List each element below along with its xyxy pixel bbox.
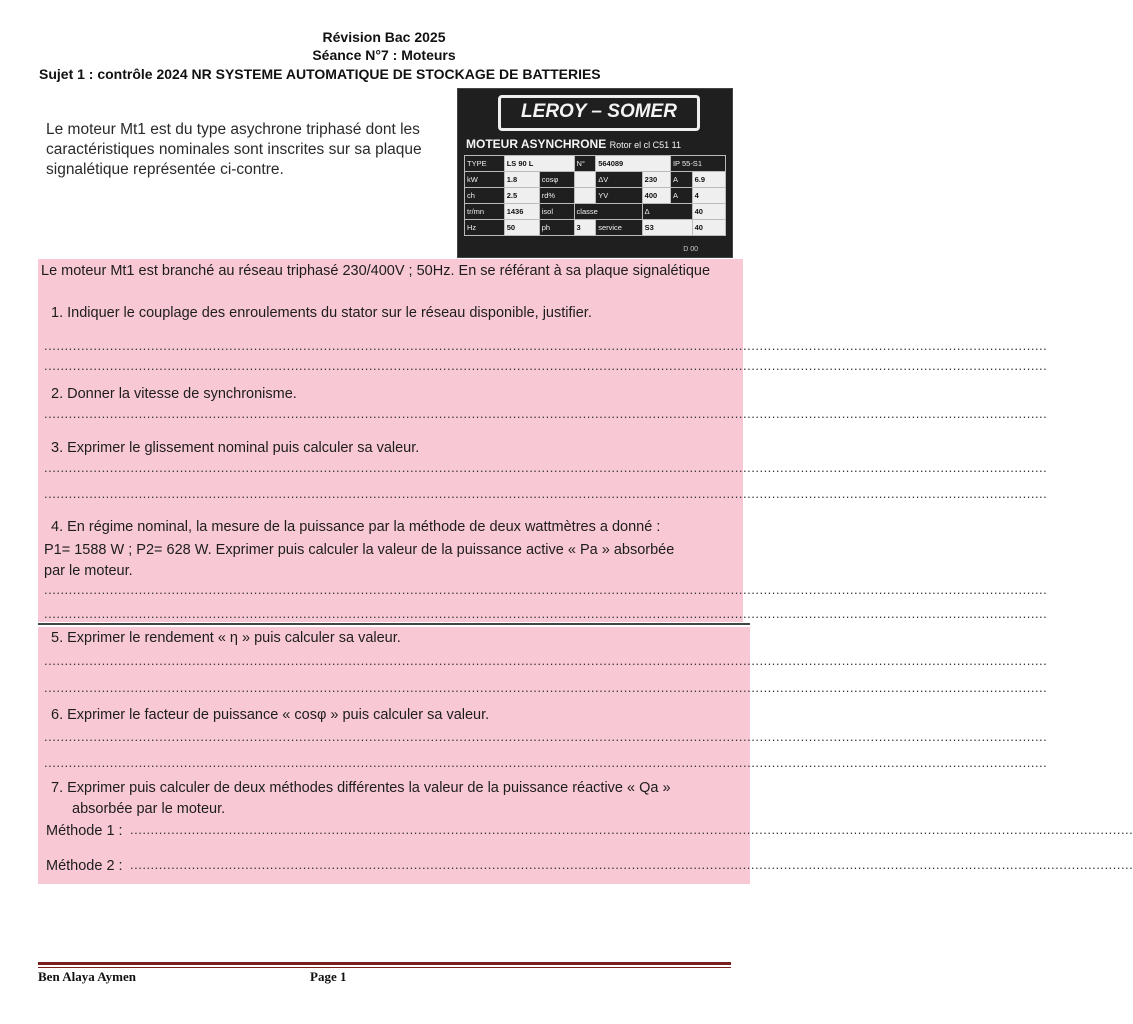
nameplate-cell: A [670, 188, 692, 204]
nameplate-model-text: MOTEUR ASYNCHRONE [466, 137, 607, 151]
context-text: Le moteur Mt1 est branché au réseau triphasé 230/400V ; 50Hz. En se référant à sa plaque signalétique [41, 263, 711, 279]
nameplate-cell: A [670, 172, 692, 188]
question-6: 6. Exprimer le facteur de puissance « cosφ » puis calculer sa valeur. [51, 707, 490, 723]
method-2-label: Méthode 2 : [46, 858, 123, 874]
nameplate-cell: S3 [642, 220, 692, 236]
answer-line[interactable]: .................................................................................................................................................................................................................................................... [130, 822, 1133, 837]
nameplate-brand: LEROY – SOMER [498, 95, 700, 131]
nameplate-cell: 400 [642, 188, 670, 204]
answer-line[interactable]: .................................................................................................................................................................................................................................................... [44, 460, 1048, 475]
title-seance: Séance N°7 : Moteurs [312, 47, 456, 63]
nameplate-cell: 4 [692, 188, 725, 204]
question-4-line-2: P1= 1588 W ; P2= 628 W. Exprimer puis calculer la valeur de la puissance active « Pa » absorbée [44, 542, 675, 558]
nameplate-cell: IP 55-S1 [670, 156, 725, 172]
nameplate-cell: TYPE [465, 156, 505, 172]
intro-paragraph: Le moteur Mt1 est du type asychrone triphasé dont les caractéristiques nominales sont inscrites sur sa plaque signalétique représentée ci-contre. [46, 121, 422, 178]
answer-line[interactable]: .................................................................................................................................................................................................................................................... [44, 680, 1048, 695]
nameplate-table [464, 155, 726, 236]
answer-line[interactable]: .................................................................................................................................................................................................................................................... [44, 582, 1048, 597]
answer-line[interactable]: .................................................................................................................................................................................................................................................... [44, 729, 1048, 744]
nameplate-cell: 40 [692, 220, 725, 236]
nameplate-model [466, 137, 681, 151]
nameplate-cell: service [596, 220, 642, 236]
answer-line[interactable]: .................................................................................................................................................................................................................................................... [130, 857, 1133, 872]
nameplate-cell: 1436 [504, 204, 539, 220]
question-4-line-3: par le moteur. [44, 563, 133, 579]
question-5: 5. Exprimer le rendement « η » puis calculer sa valeur. [51, 630, 401, 646]
nameplate-code: D 00 [683, 246, 698, 253]
nameplate-model-suffix: Rotor el cl C51 11 [609, 140, 681, 150]
nameplate-cell: YV [596, 188, 642, 204]
nameplate-cell: isol [539, 204, 574, 220]
nameplate-cell [574, 172, 596, 188]
nameplate-cell: 40 [692, 204, 725, 220]
nameplate-cell: 230 [642, 172, 670, 188]
nameplate-cell [574, 188, 596, 204]
question-4-line-1: 4. En régime nominal, la mesure de la puissance par la méthode de deux wattmètres a donné : [51, 519, 661, 535]
nameplate-cell: 1.8 [504, 172, 539, 188]
answer-line[interactable]: .................................................................................................................................................................................................................................................... [44, 486, 1048, 501]
nameplate-row [465, 220, 726, 236]
nameplate-row [465, 188, 726, 204]
nameplate-cell: N° [574, 156, 596, 172]
answer-line[interactable]: .................................................................................................................................................................................................................................................... [44, 755, 1048, 770]
nameplate-cell: 564089 [596, 156, 671, 172]
footer-rule-thin [38, 967, 731, 968]
nameplate-cell: kW [465, 172, 505, 188]
nameplate-cell: ph [539, 220, 574, 236]
footer-page: Page 1 [310, 969, 347, 984]
question-2: 2. Donner la vitesse de synchronisme. [51, 386, 297, 402]
nameplate-cell: 6.9 [692, 172, 725, 188]
motor-nameplate [457, 88, 733, 258]
nameplate-cell: rd% [539, 188, 574, 204]
nameplate-cell: cosφ [539, 172, 574, 188]
footer-author: Ben Alaya Aymen [38, 969, 136, 984]
answer-line[interactable]: .................................................................................................................................................................................................................................................... [44, 653, 1048, 668]
nameplate-row [465, 172, 726, 188]
title-sujet: Sujet 1 : contrôle 2024 NR SYSTEME AUTOMATIQUE DE STOCKAGE DE BATTERIES [39, 66, 601, 82]
answer-line[interactable]: .................................................................................................................................................................................................................................................... [44, 406, 1048, 421]
footer-rule [38, 962, 731, 965]
nameplate-cell: 2.5 [504, 188, 539, 204]
question-7-line-1: 7. Exprimer puis calculer de deux méthodes différentes la valeur de la puissance réactive « Qa » [51, 780, 671, 796]
nameplate-cell: Hz [465, 220, 505, 236]
question-3: 3. Exprimer le glissement nominal puis calculer sa valeur. [51, 440, 420, 456]
nameplate-cell: 50 [504, 220, 539, 236]
answer-line[interactable]: .................................................................................................................................................................................................................................................... [44, 338, 1048, 353]
nameplate-cell: ch [465, 188, 505, 204]
nameplate-cell: classe [574, 204, 642, 220]
question-1: 1. Indiquer le couplage des enroulements du stator sur le réseau disponible, justifier. [51, 305, 592, 321]
nameplate-cell: 3 [574, 220, 596, 236]
nameplate-cell: ΔV [596, 172, 642, 188]
nameplate-row [465, 204, 726, 220]
question-7-line-2: absorbée par le moteur. [72, 801, 226, 817]
answer-line[interactable]: .................................................................................................................................................................................................................................................... [44, 358, 1048, 373]
nameplate-cell: tr/mn [465, 204, 505, 220]
divider [38, 623, 750, 625]
method-1-label: Méthode 1 : [46, 823, 123, 839]
nameplate-cell: Δ [642, 204, 692, 220]
nameplate-row [465, 156, 726, 172]
title-revision: Révision Bac 2025 [322, 29, 446, 45]
nameplate-cell: LS 90 L [504, 156, 574, 172]
answer-line[interactable]: .................................................................................................................................................................................................................................................... [44, 606, 1048, 621]
